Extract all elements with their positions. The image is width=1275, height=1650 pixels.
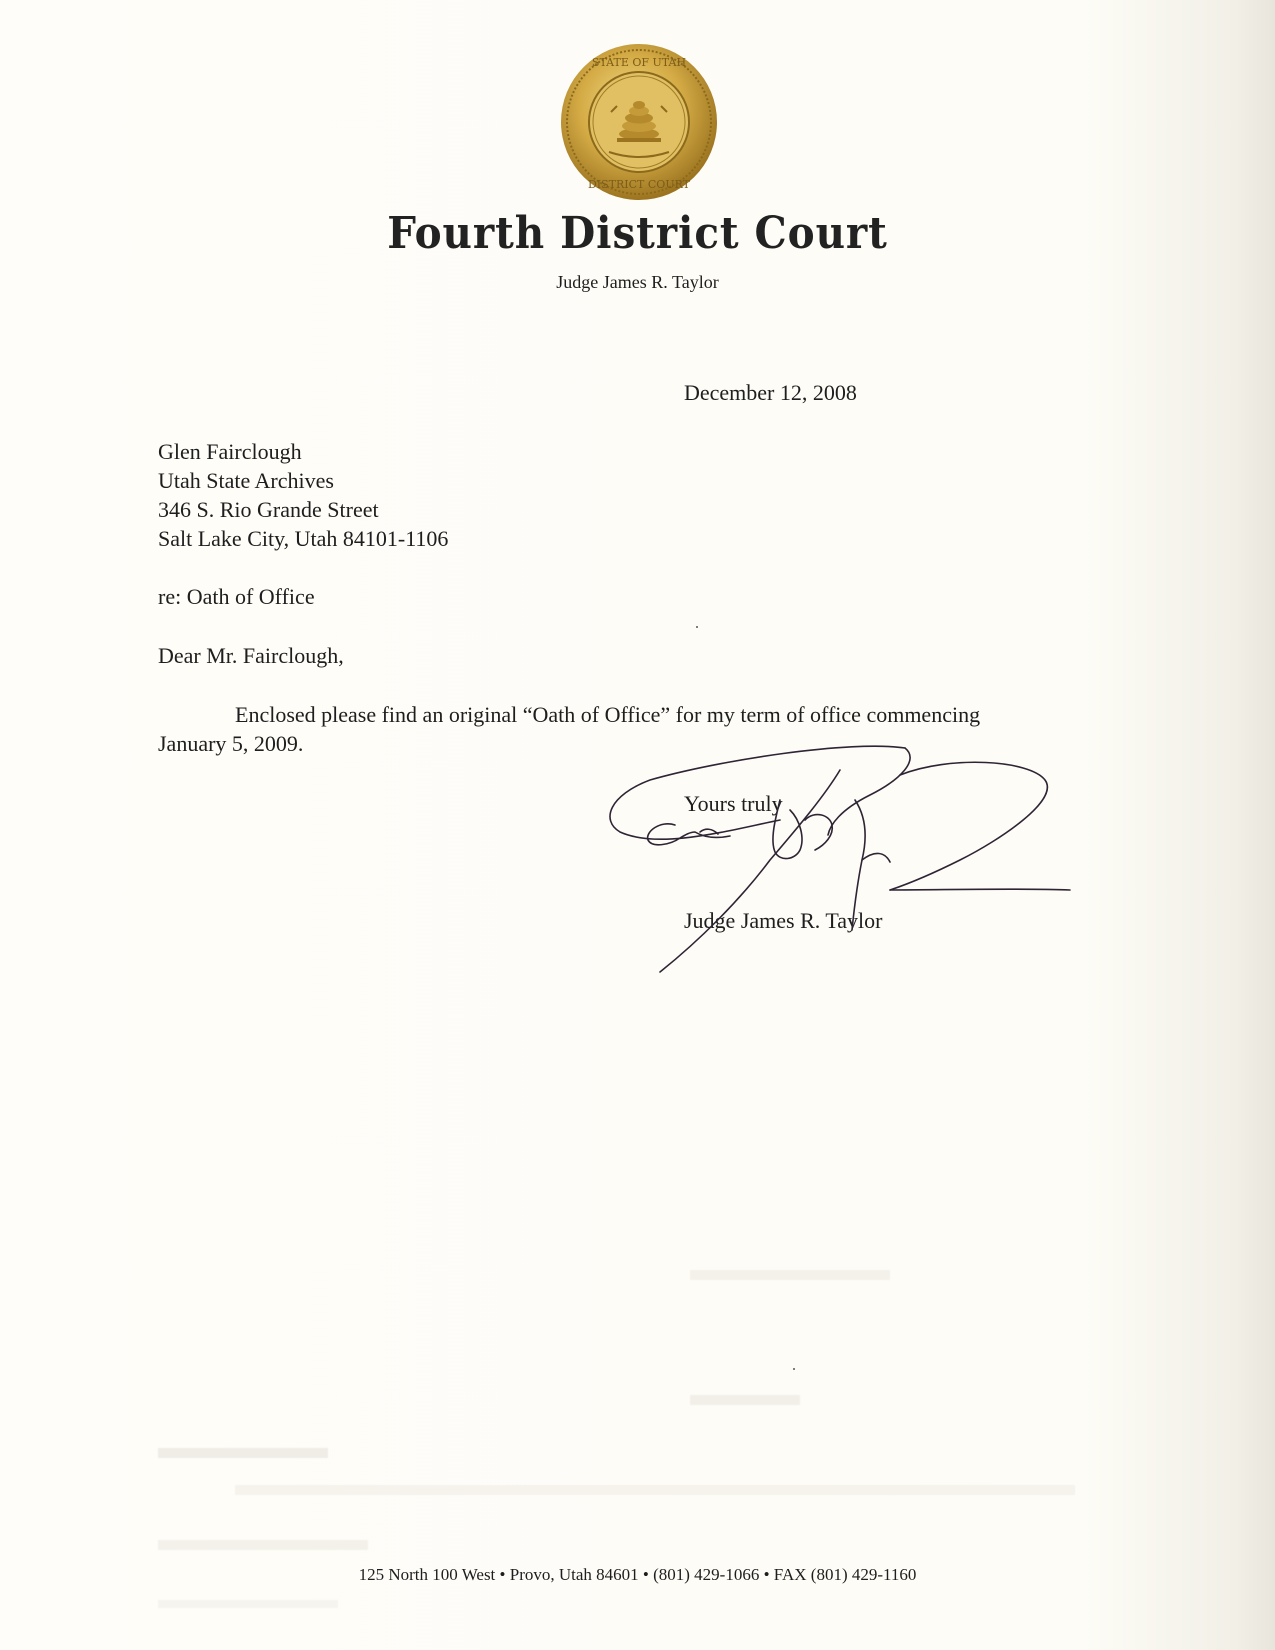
bleed-through-mark <box>158 1540 368 1550</box>
bleed-through-mark <box>690 1395 800 1405</box>
court-name-heading: Fourth District Court <box>387 208 888 259</box>
bleed-through-mark <box>158 1448 328 1458</box>
body-line-1: Enclosed please find an original “Oath of Office” for my term of office commencing <box>235 702 981 727</box>
letterhead-judge: Judge James R. Taylor <box>556 272 719 292</box>
recipient-city: Salt Lake City, Utah 84101-1106 <box>158 526 449 551</box>
speck <box>696 626 698 628</box>
recipient-name: Glen Fairclough <box>158 439 302 464</box>
handwritten-signature <box>600 740 1110 980</box>
bleed-through-mark <box>235 1485 1075 1495</box>
salutation: Dear Mr. Fairclough, <box>158 643 344 668</box>
seal-text-bottom: DISTRICT COURT <box>587 178 691 191</box>
recipient-street: 346 S. Rio Grande Street <box>158 497 379 522</box>
speck <box>793 1368 795 1370</box>
body-line-2: January 5, 2009. <box>158 731 304 756</box>
recipient-organization: Utah State Archives <box>158 468 334 493</box>
subject-line: re: Oath of Office <box>158 584 315 609</box>
bleed-through-mark <box>158 1600 338 1608</box>
bleed-through-mark <box>690 1270 890 1280</box>
recipient-address <box>158 437 448 553</box>
footer-address: 125 North 100 West • Provo, Utah 84601 • (801) 429-1066 • FAX (801) 429-1160 <box>358 1565 917 1584</box>
closing: Yours truly <box>684 791 783 816</box>
signature-name: Judge James R. Taylor <box>684 908 883 933</box>
court-seal <box>559 42 719 202</box>
seal-text-top: STATE OF UTAH <box>591 56 687 69</box>
letter-date: December 12, 2008 <box>684 380 857 405</box>
